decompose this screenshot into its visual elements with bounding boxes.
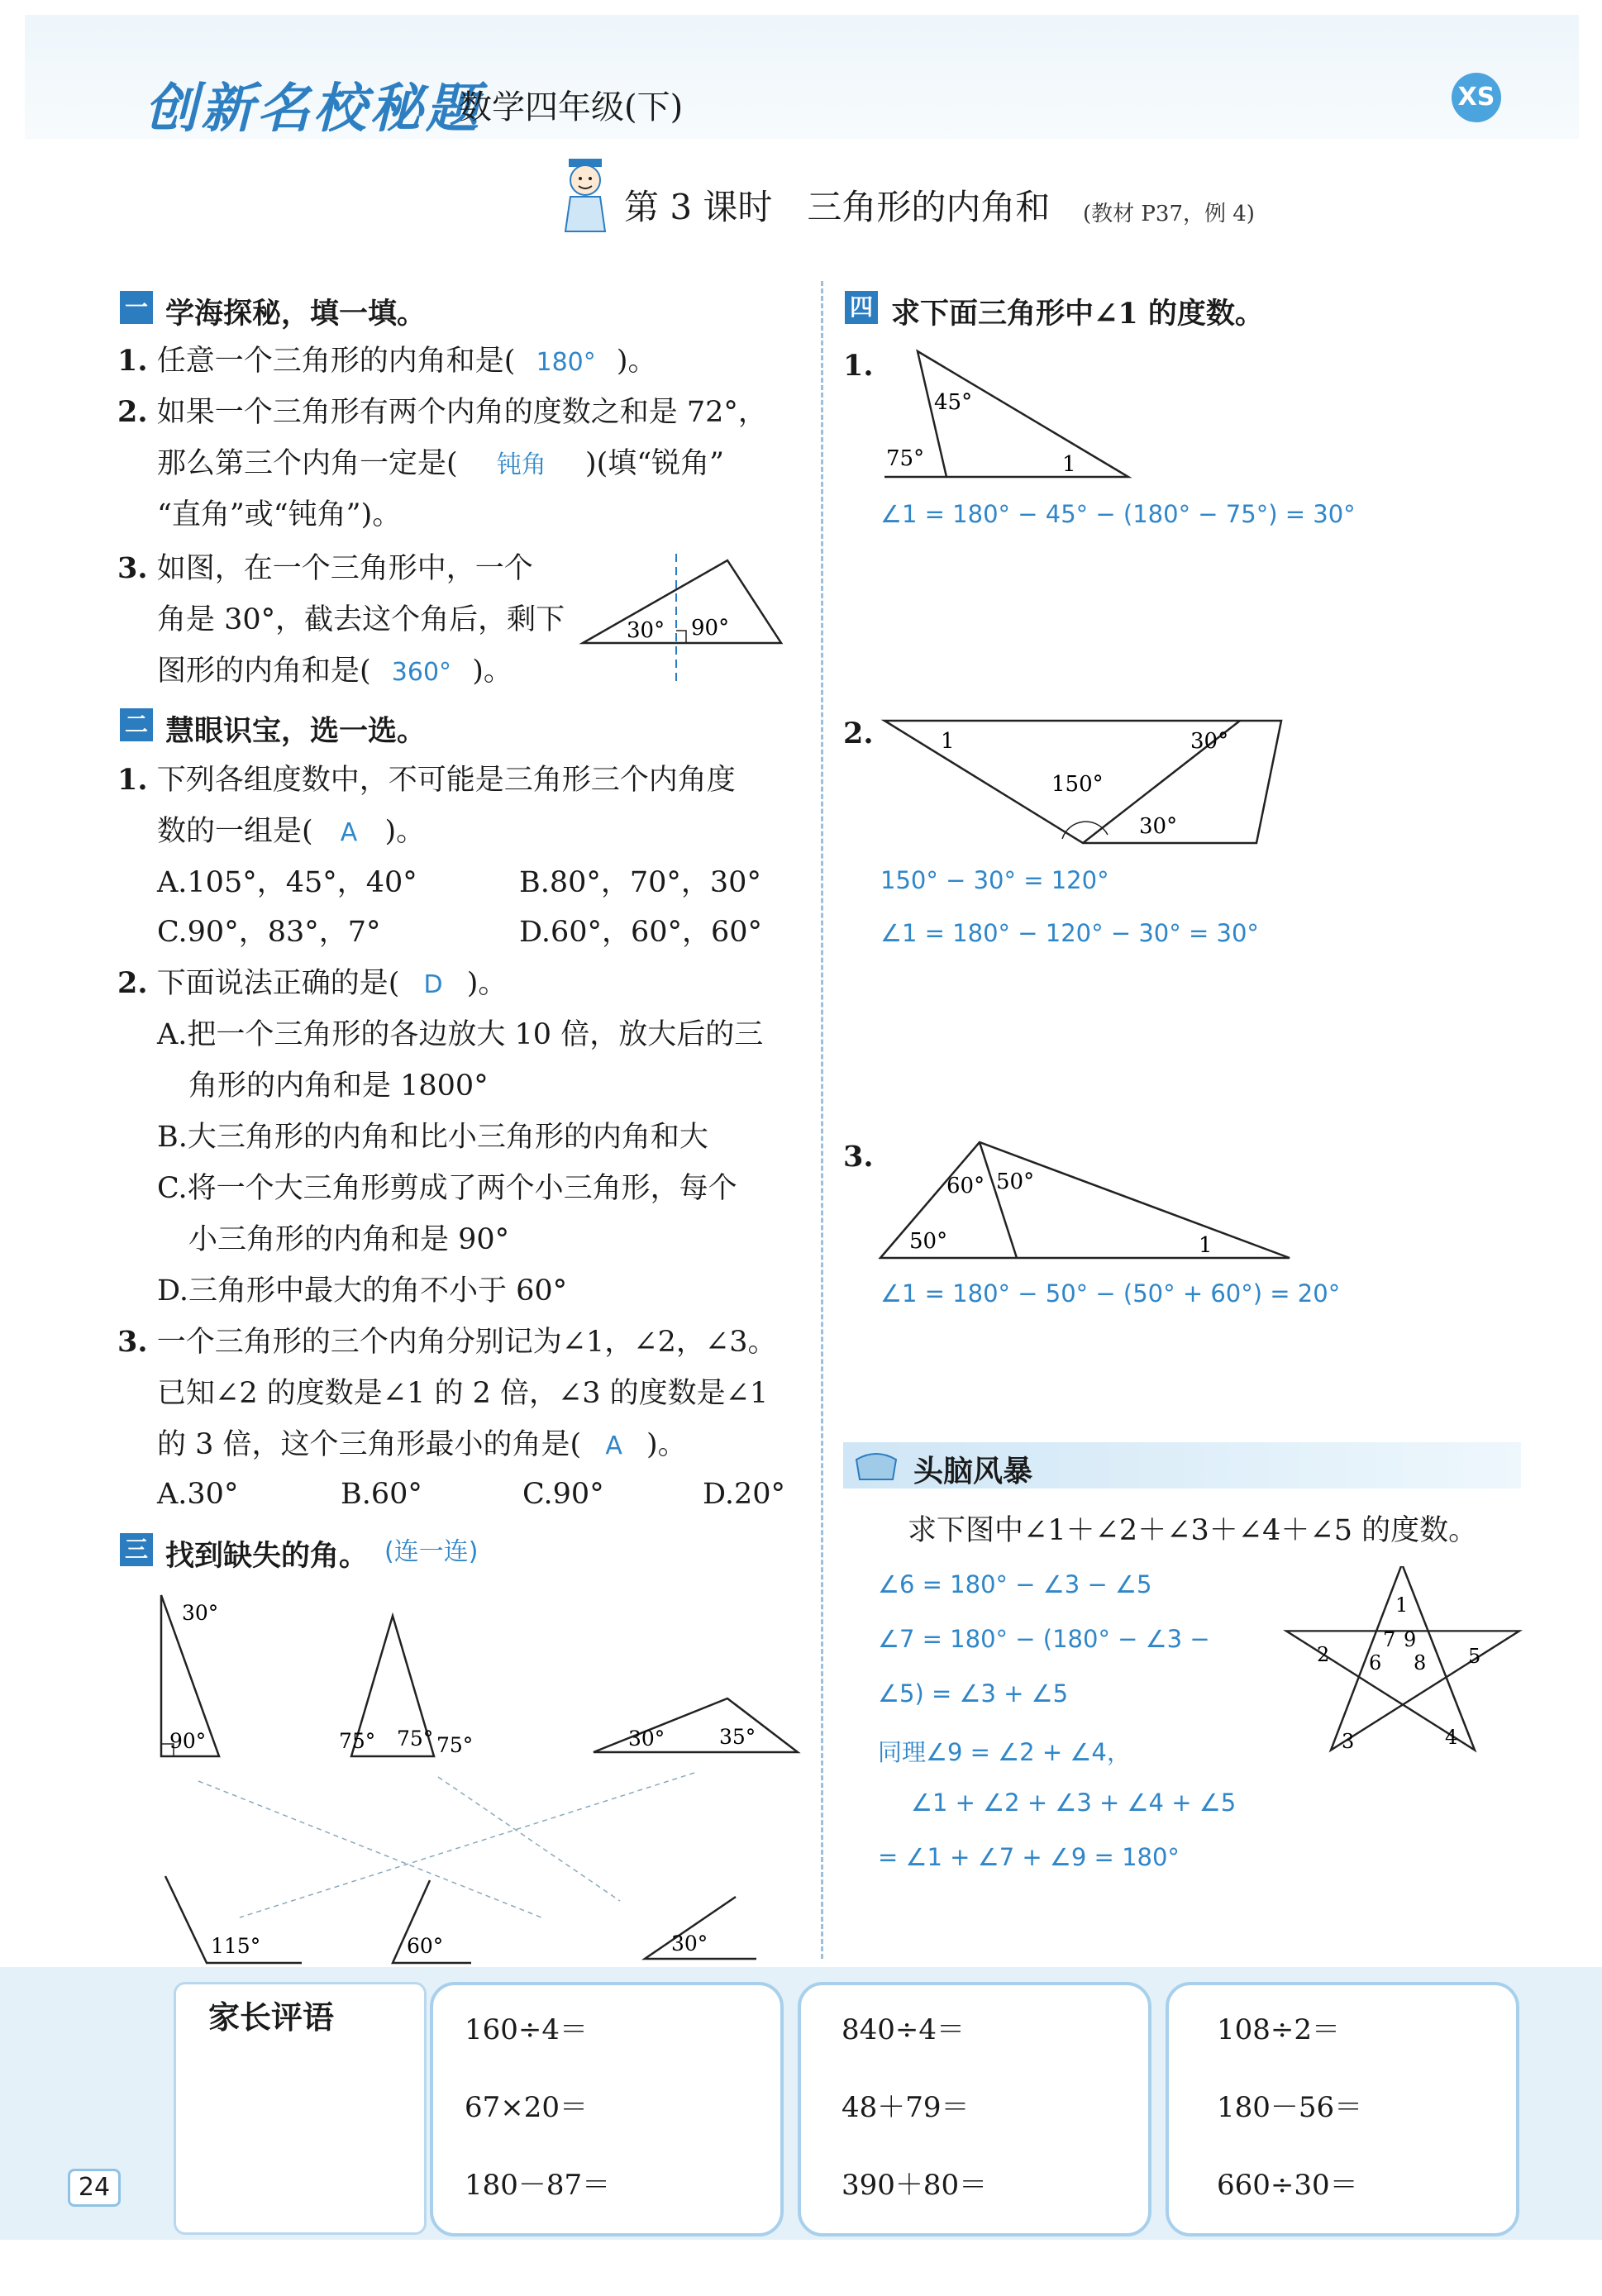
option: C.90° [522, 1478, 604, 1511]
question-1-2-line3: “直角”或“钝角”)。 [157, 498, 402, 531]
subject-label: 数学四年级(下) [459, 88, 684, 126]
handwritten-work: ∠1 = 180° − 50° − (50° + 60°) = 20° [880, 1279, 1341, 1308]
answer-fill: A [340, 818, 358, 847]
angle-label: 75° [436, 1733, 474, 1757]
parent-comment-title: 家长评语 [208, 1998, 335, 2036]
angle-label: 30° [671, 1932, 708, 1955]
question-1-3-line2: 角是 30°，截去这个角后，剩下 [157, 603, 565, 636]
page-number: 24 [68, 2169, 121, 2207]
star-figure [1280, 1566, 1528, 1773]
answer-fill: A [605, 1431, 622, 1460]
option: B.大三角形的内角和比小三角形的内角和大 [157, 1121, 708, 1154]
question-1-3-line3: 图形的内角和是( 360° )。 [157, 655, 513, 688]
calc-item: 180－87＝ [465, 2169, 611, 2202]
question-1-1: 1. 任意一个三角形的内角和是( 180° )。 [117, 344, 657, 378]
calc-item: 67×20＝ [465, 2091, 589, 2124]
svg-text:4: 4 [1445, 1726, 1458, 1749]
question-2-1: 1. 下列各组度数中，不可能是三角形三个内角度 [117, 763, 736, 797]
section-title: 求下面三角形中∠1 的度数。 [891, 297, 1264, 331]
svg-text:50°: 50° [909, 1229, 948, 1254]
option: 小三角形的内角和是 90° [188, 1223, 510, 1256]
calc-item: 390＋80＝ [842, 2169, 988, 2202]
handwritten-work: 同理∠9 = ∠2 + ∠4， [878, 1738, 1131, 1766]
matching-figure [116, 1587, 810, 1975]
angle-label: 75° [339, 1729, 376, 1753]
svg-text:30°: 30° [1190, 729, 1229, 754]
svg-text:1: 1 [1395, 1593, 1409, 1617]
svg-text:1: 1 [941, 729, 955, 754]
option: D.20° [703, 1478, 785, 1511]
section-title: 慧眼识宝，选一选。 [165, 714, 427, 748]
question-2-3-line2: 已知∠2 的度数是∠1 的 2 倍，∠3 的度数是∠1 [157, 1377, 769, 1410]
brain-icon [851, 1448, 901, 1484]
calc-item: 660÷30＝ [1217, 2169, 1358, 2202]
svg-text:50°: 50° [996, 1169, 1035, 1194]
option: C.90°，83°，7° [157, 916, 381, 949]
angle-label: 115° [211, 1934, 261, 1958]
option: B.80°，70°，30° [519, 866, 761, 899]
handwritten-work: ∠5) = ∠3 + ∠5 [878, 1679, 1069, 1708]
column-divider [821, 281, 823, 1959]
calc-item: 48＋79＝ [842, 2091, 970, 2124]
svg-text:8: 8 [1414, 1651, 1427, 1674]
problem-number: 1. [843, 349, 874, 383]
svg-text:9: 9 [1404, 1628, 1417, 1651]
angle-label: 30° [182, 1601, 219, 1625]
section-badge: 二 [120, 708, 153, 741]
mascot-icon [555, 155, 615, 238]
svg-text:2: 2 [1317, 1643, 1330, 1666]
answer-fill: 钝角 [496, 450, 546, 479]
svg-text:30°: 30° [1139, 814, 1178, 839]
brainstorm-title: 头脑风暴 [913, 1455, 1033, 1489]
option: A.30° [157, 1478, 239, 1511]
lesson-title: 第 3 课时 三角形的内角和 [624, 187, 1051, 227]
section-title: 找到缺失的角。 [165, 1539, 369, 1573]
option: C.将一个大三角形剪成了两个小三角形，每个 [157, 1172, 737, 1205]
cut-triangle-figure [579, 552, 794, 684]
handwritten-work: ∠6 = 180° − ∠3 − ∠5 [878, 1570, 1152, 1598]
angle-label: 30° [627, 618, 665, 643]
calc-item: 180－56＝ [1217, 2091, 1363, 2124]
answer-fill: 360° [391, 658, 452, 687]
brand-logo: 创新名校秘题 [145, 79, 482, 140]
handwritten-work: 150° − 30° = 120° [880, 866, 1109, 894]
section-badge: 三 [120, 1533, 153, 1566]
section-title: 学海探秘，填一填。 [165, 297, 427, 331]
angle-label: 90° [691, 616, 730, 641]
angle-label: 90° [169, 1729, 207, 1753]
question-1-2: 2. 如果一个三角形有两个内角的度数之和是 72°， [117, 395, 767, 429]
svg-text:60°: 60° [946, 1174, 985, 1198]
question-1-3: 3. 如图，在一个三角形中，一个 [117, 551, 533, 585]
question-2-3-line3: 的 3 倍，这个三角形最小的角是( A )。 [157, 1428, 687, 1461]
problem-number: 3. [843, 1140, 874, 1174]
angle-label: 30° [628, 1727, 665, 1751]
option: B.60° [341, 1478, 422, 1511]
calc-item: 108÷2＝ [1217, 2013, 1341, 2046]
angle-label: 60° [407, 1934, 444, 1958]
svg-text:45°: 45° [934, 390, 973, 415]
svg-text:1: 1 [1062, 452, 1076, 477]
calc-item: 840÷4＝ [842, 2013, 965, 2046]
svg-text:1: 1 [1199, 1233, 1213, 1258]
edition-badge: XS [1452, 73, 1501, 122]
angle-label: 35° [719, 1725, 756, 1749]
triangle-figure-3 [876, 1132, 1298, 1265]
answer-fill: 180° [536, 348, 596, 377]
handwritten-work: ∠1 = 180° − 45° − (180° − 75°) = 30° [880, 500, 1356, 528]
handwritten-work: ∠1 = 180° − 120° − 30° = 30° [880, 919, 1259, 947]
section-badge: 一 [120, 291, 153, 324]
svg-text:150°: 150° [1051, 772, 1104, 797]
answer-fill: D [423, 970, 443, 999]
question-1-2-line2: 那么第三个内角一定是( 钝角 )(填“锐角” [157, 447, 725, 480]
brainstorm-question: 求下图中∠1＋∠2＋∠3＋∠4＋∠5 的度数。 [908, 1514, 1478, 1547]
question-2-1-line2: 数的一组是( A )。 [157, 815, 426, 848]
option: 角形的内角和是 1800° [188, 1069, 489, 1103]
question-2-2: 2. 下面说法正确的是( D )。 [117, 966, 508, 1000]
svg-text:75°: 75° [886, 446, 925, 471]
svg-text:3: 3 [1342, 1730, 1355, 1753]
problem-number: 2. [843, 717, 874, 750]
option: D.三角形中最大的角不小于 60° [157, 1274, 568, 1308]
svg-text:5: 5 [1468, 1645, 1481, 1668]
option: A.把一个三角形的各边放大 10 倍，放大后的三 [157, 1018, 764, 1051]
triangle-figure-2 [876, 711, 1290, 851]
svg-text:7: 7 [1383, 1628, 1396, 1651]
angle-label: 75° [397, 1727, 434, 1751]
hint-text: (连一连) [384, 1537, 479, 1566]
lesson-reference: (教材 P37，例 4) [1083, 202, 1255, 226]
handwritten-work: ∠1 + ∠2 + ∠3 + ∠4 + ∠5 [911, 1789, 1237, 1817]
option: D.60°，60°，60° [519, 916, 763, 949]
question-2-3: 3. 一个三角形的三个内角分别记为∠1，∠2，∠3。 [117, 1325, 777, 1359]
handwritten-work: = ∠1 + ∠7 + ∠9 = 180° [878, 1843, 1180, 1871]
calc-item: 160÷4＝ [465, 2013, 589, 2046]
handwritten-work: ∠7 = 180° − (180° − ∠3 − [878, 1625, 1210, 1653]
section-badge: 四 [845, 291, 878, 324]
svg-text:6: 6 [1369, 1651, 1382, 1674]
option: A.105°，45°，40° [157, 866, 417, 899]
triangle-figure-1 [876, 343, 1141, 483]
